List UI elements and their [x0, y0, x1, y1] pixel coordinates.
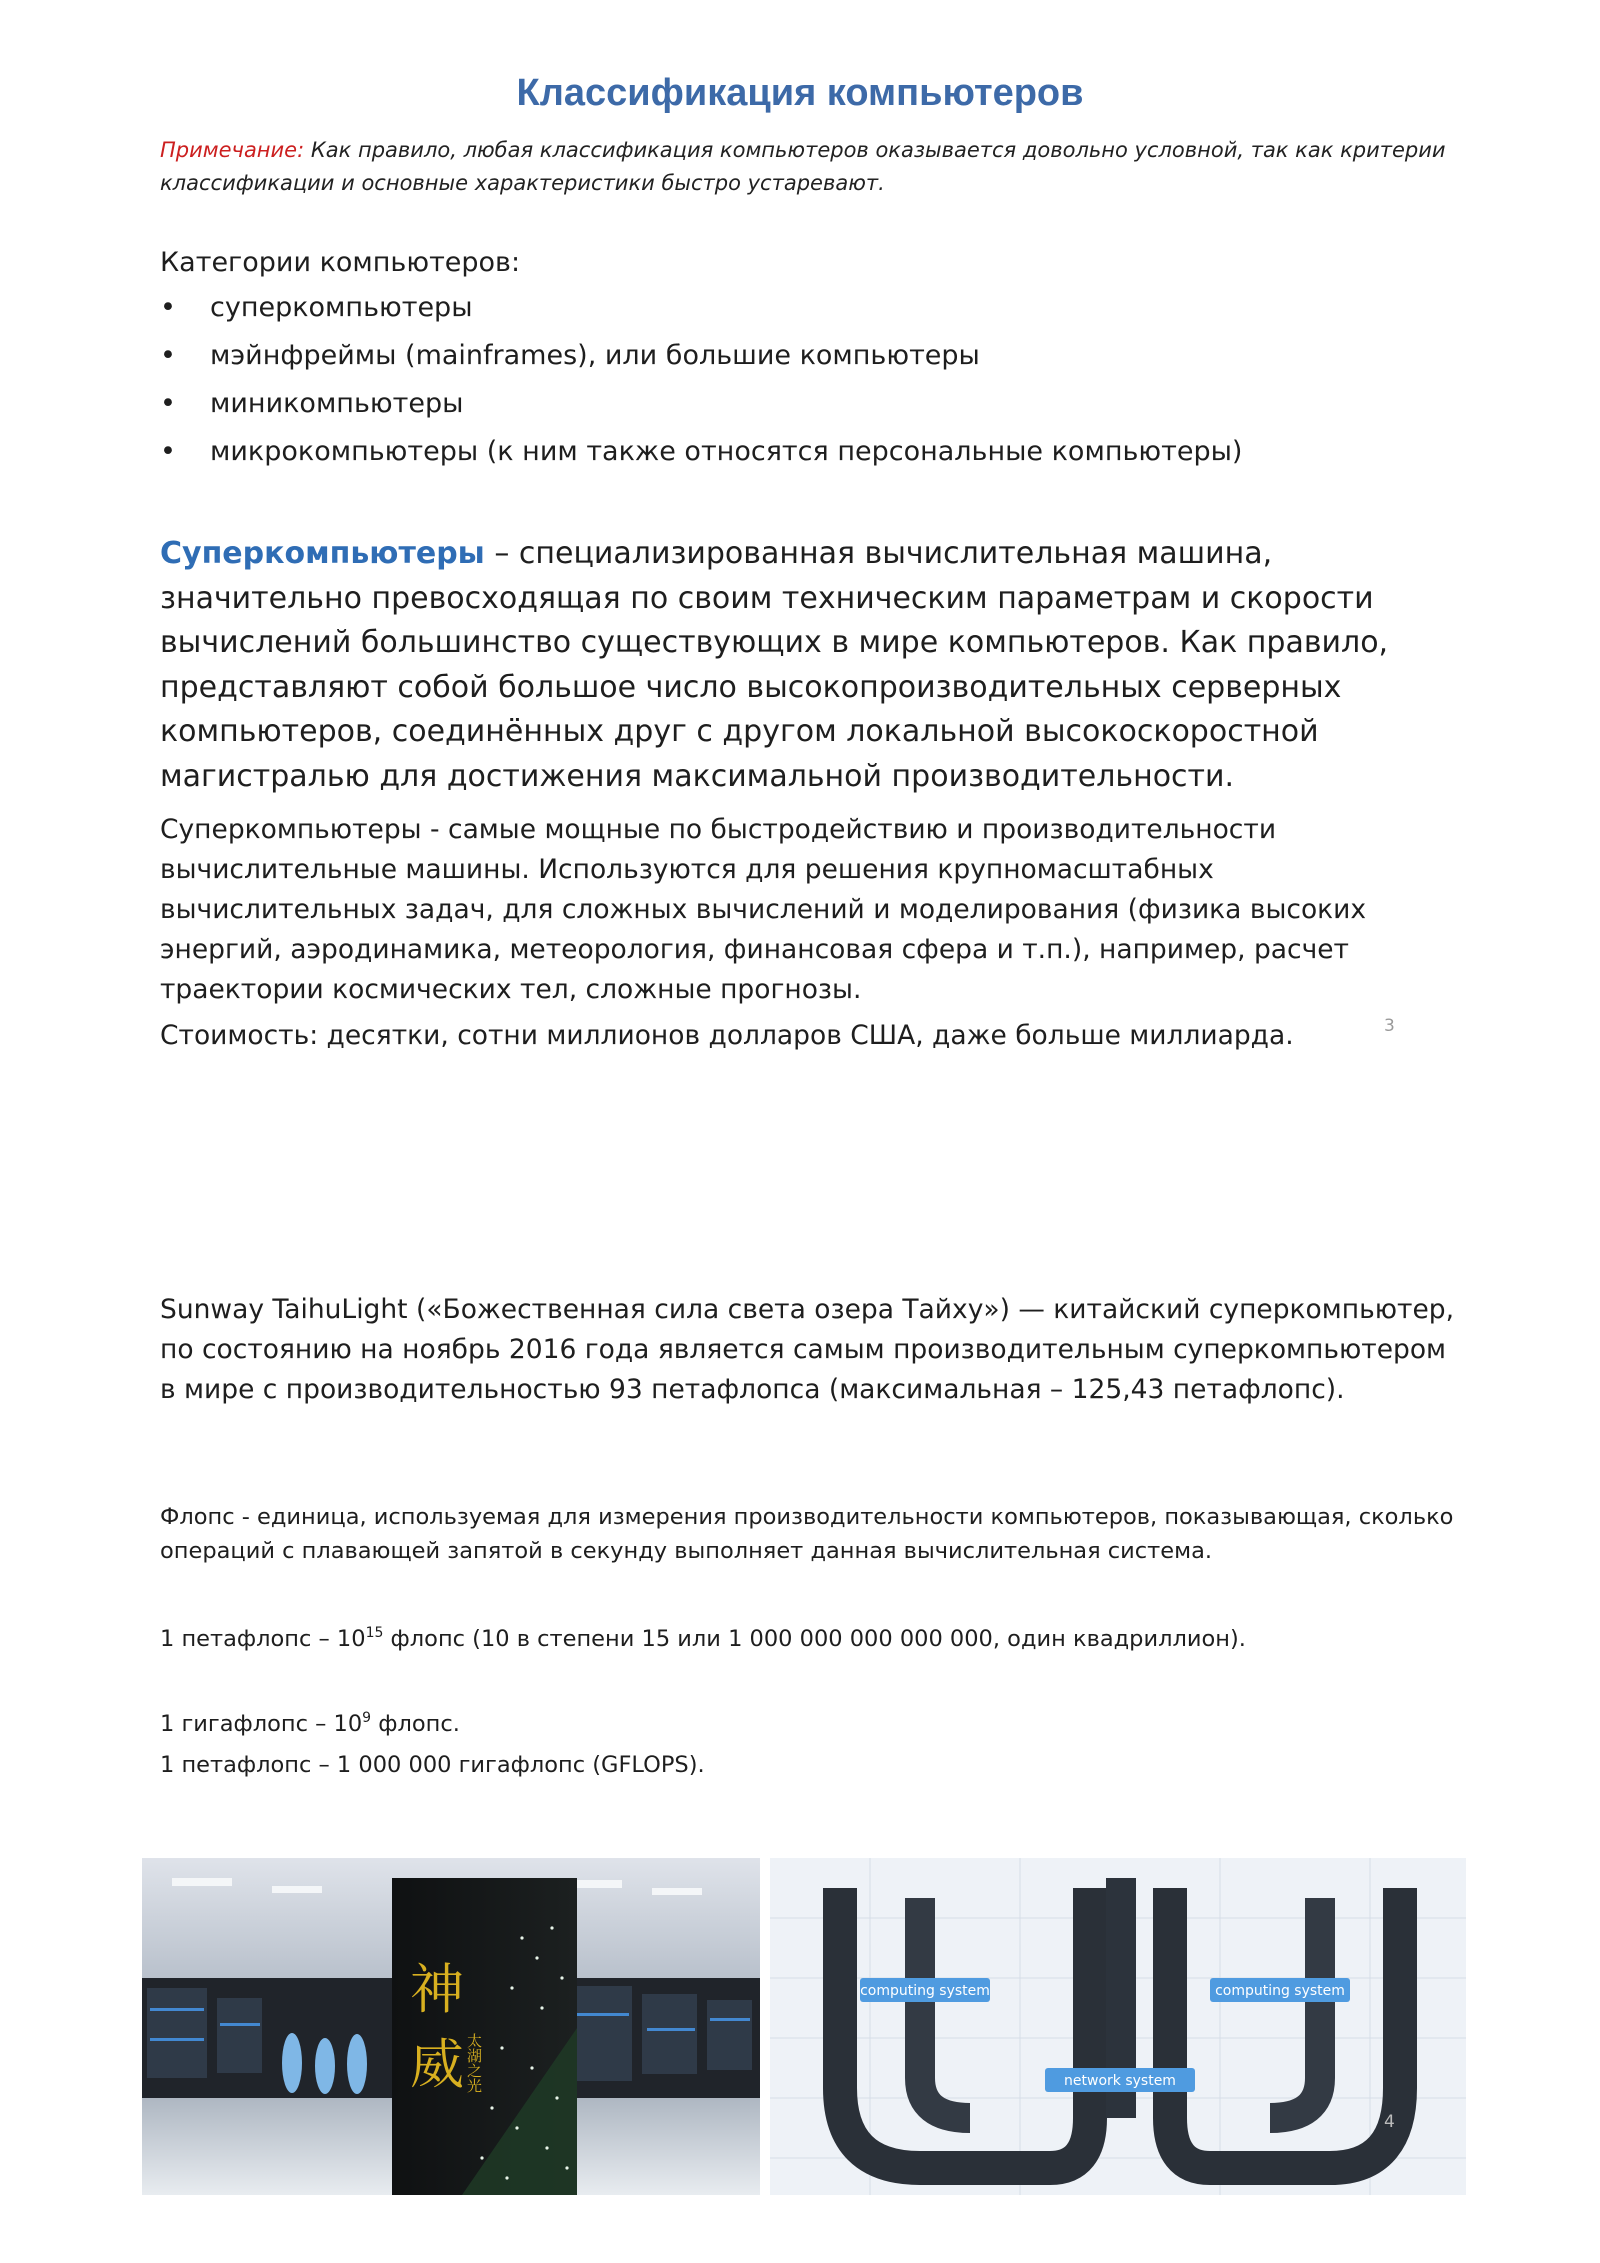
computing-system-label: computing system: [1215, 1983, 1345, 1999]
flops-definition: Флопс - единица, используемая для измерения производительности компьютеров, показывающая, сколько операций с плавающей запятой в секунду выполняет данная вычислительная система.: [160, 1504, 1454, 1564]
page-number: 3: [1384, 1016, 1395, 1036]
cabinet-glyph: 神: [410, 1958, 464, 2021]
categories-list: [160, 292, 1242, 484]
list-item: [160, 292, 1242, 340]
bullet: •: [160, 388, 176, 419]
cabinet-subtitle: 太湖之光: [465, 2033, 483, 2093]
page-title: Классификация компьютеров: [516, 72, 1084, 114]
network-system-label: network system: [1064, 2073, 1176, 2089]
list-item-text: суперкомпьютеры: [210, 292, 473, 323]
petaflops-giga-line: 1 петафлопс – 1 000 000 гигафлопс (GFLOPS).: [160, 1752, 705, 1778]
petaflops-exponent: 15: [365, 1625, 384, 1641]
sunway-paragraph: Sunway TaihuLight («Божественная сила света озера Тайху») — китайский суперкомпьютер, по состоянию на ноябрь 2016 года является самым производительным суперкомпьютером в мире с производительностью 93 петафлопса (максимальная – 125,43 петафлопс).: [160, 1294, 1454, 1405]
list-item-text: миникомпьютеры: [210, 388, 464, 419]
categories-heading: Категории компьютеров:: [160, 247, 521, 278]
cabinet-glyph: 威: [410, 2033, 464, 2096]
sunway-photo: [142, 1858, 760, 2195]
list-item-text: мэйнфреймы (mainframes), или большие компьютеры: [210, 340, 980, 371]
bullet: •: [160, 436, 176, 467]
petaflops-prefix: 1 петафлопс – 10: [160, 1626, 366, 1652]
list-item: [160, 436, 1242, 484]
note-label: Примечание:: [160, 138, 305, 162]
list-item-text: микрокомпьютеры (к ним также относятся персональные компьютеры): [210, 436, 1243, 467]
gigaflops-prefix: 1 гигафлопс – 10: [160, 1711, 363, 1737]
gigaflops-line: [160, 1710, 460, 1737]
note: [160, 134, 1460, 200]
list-item: [160, 340, 1242, 388]
bullet: •: [160, 292, 176, 323]
gigaflops-suffix: флопс.: [371, 1711, 460, 1737]
note-text: Как правило, любая классификация компьютеров оказывается довольно условной, так как критерии классификации и основные характеристики быстро устаревают.: [160, 138, 1446, 195]
cost-text: Стоимость: десятки, сотни миллионов долларов США, даже больше миллиарда.: [160, 1020, 1294, 1051]
system-layout-render: [770, 1858, 1466, 2195]
petaflops-line: [160, 1625, 1246, 1652]
computing-system-label: computing system: [860, 1983, 990, 1999]
supercomputer-description: Суперкомпьютеры - самые мощные по быстродействию и производительности вычислительные машины. Используются для решения крупномасштабных вычислительных задач, для сложных вычислений и моделирования (физика высоких энергий, аэродинамика, метеорология, финансовая сфера и т.п.), например, расчет траектории космических тел, сложные прогнозы.: [160, 814, 1367, 1005]
list-item: [160, 388, 1242, 436]
definition-term: Суперкомпьютеры: [160, 536, 485, 571]
definition-text: – специализированная вычислительная машина, значительно превосходящая по своим техническим параметрам и скорости вычислений большинство существующих в мире компьютеров. Как правило, представляют собой большое число высокопроизводительных серверных компьютеров, соединённых друг с другом локальной высокоскоростной магистралью для достижения максимальной производительности.: [160, 536, 1389, 794]
page-number: 4: [1384, 2112, 1395, 2132]
bullet: •: [160, 340, 176, 371]
petaflops-suffix: флопс (10 в степени 15 или 1 000 000 000 000 000, один квадриллион).: [383, 1626, 1246, 1652]
gigaflops-exponent: 9: [362, 1710, 372, 1726]
supercomputer-definition: [160, 532, 1420, 799]
